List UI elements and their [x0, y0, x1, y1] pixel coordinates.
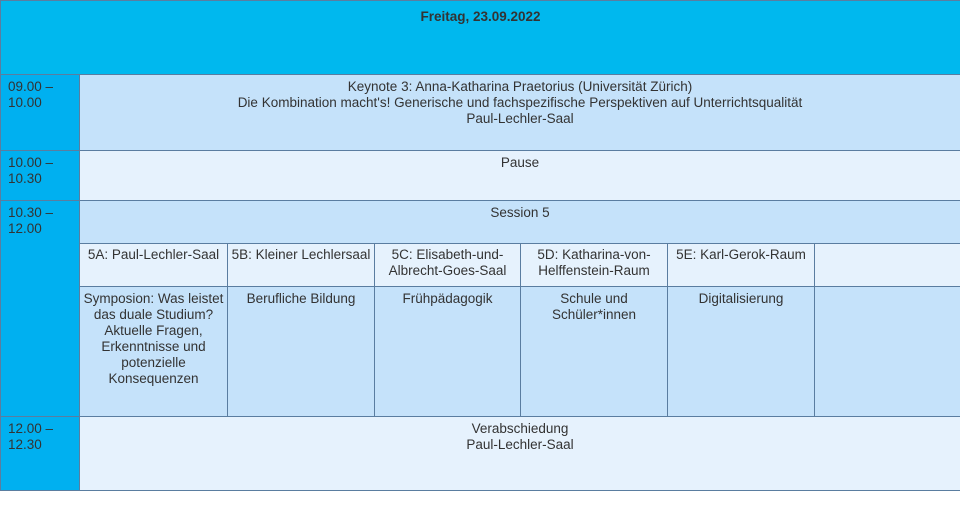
pause-cell — [80, 151, 960, 201]
time-cell — [1, 151, 80, 201]
topic-cell: Frühpädagogik — [375, 287, 521, 417]
day-title: Freitag, 23.09.2022 — [420, 9, 541, 24]
topic-cell: Schule und Schüler*innen — [521, 287, 668, 417]
room-cell: 5C: Elisabeth-und-Albrecht-Goes-Saal — [375, 244, 521, 287]
farewell-row — [1, 417, 960, 491]
room-cell: 5B: Kleiner Lechlersaal — [228, 244, 375, 287]
room-cell — [815, 244, 960, 287]
session-label: Session 5 — [490, 205, 550, 220]
pause-row — [1, 151, 960, 201]
farewell-room: Paul-Lechler-Saal — [466, 437, 574, 452]
topic-cell: Berufliche Bildung — [228, 287, 375, 417]
topics-row — [1, 287, 960, 417]
session-cell — [80, 201, 960, 244]
keynote-row — [1, 75, 960, 151]
header-row — [1, 1, 960, 75]
farewell-title: Verabschiedung — [471, 421, 569, 436]
room-cell: 5E: Karl-Gerok-Raum — [668, 244, 815, 287]
time-label: 09.00 – 10.00 — [8, 79, 54, 110]
time-label: 12.00 – 12.30 — [8, 421, 54, 452]
farewell-cell — [80, 417, 960, 491]
topic-cell — [815, 287, 960, 417]
keynote-cell — [80, 75, 960, 151]
keynote-room: Paul-Lechler-Saal — [466, 111, 574, 126]
time-label: 10.30 – 12.00 — [8, 205, 54, 236]
topic-cell: Digitalisierung — [668, 287, 815, 417]
pause-label: Pause — [500, 155, 540, 170]
time-cell — [1, 417, 80, 491]
keynote-subtitle: Die Kombination macht's! Generische und fachspezifische Perspektiven auf Unterrichtsqualität — [237, 95, 803, 110]
rooms-row — [1, 244, 960, 287]
keynote-title: Keynote 3: Anna-Katharina Praetorius (Universität Zürich) — [347, 79, 693, 94]
time-label: 10.00 – 10.30 — [8, 155, 54, 186]
topic-cell: Symposion: Was leistet das duale Studium? Aktuelle Fragen, Erkenntnisse und potenzielle Konsequenzen — [80, 287, 228, 417]
time-cell — [1, 201, 80, 417]
session-row — [1, 201, 960, 244]
day-header — [1, 1, 960, 75]
room-cell: 5D: Katharina-von-Helffenstein-Raum — [521, 244, 668, 287]
time-cell — [1, 75, 80, 151]
room-cell: 5A: Paul-Lechler-Saal — [80, 244, 228, 287]
